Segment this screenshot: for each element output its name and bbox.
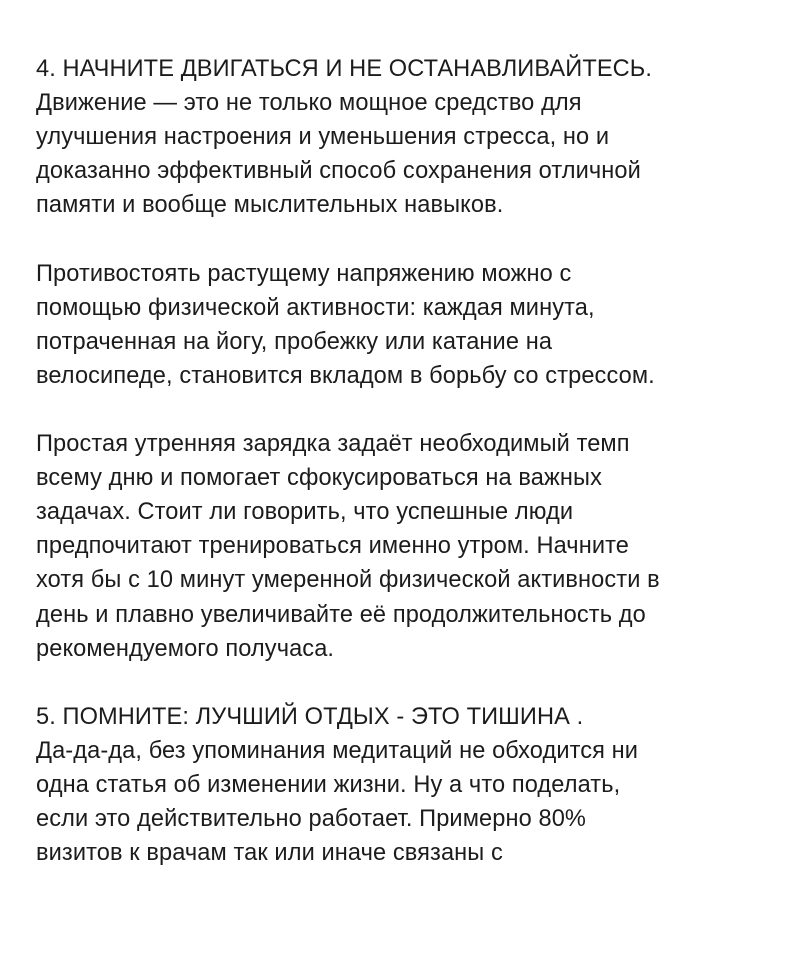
text-line: задачах. Стоит ли говорить, что успешные люди xyxy=(36,499,574,526)
text-line: Противостоять растущему напряжению можно с xyxy=(36,260,572,287)
text-line: если это действительно работает. Примерно 80% xyxy=(36,806,586,833)
section-5-heading xyxy=(36,700,776,734)
paragraph-movement xyxy=(36,86,776,222)
text-line: велосипеде, становится вкладом в борьбу со стрессом. xyxy=(36,362,655,389)
text-line: помощью физической активности: каждая минута, xyxy=(36,294,595,321)
text-line: памяти и вообще мыслительных навыков. xyxy=(36,192,504,219)
text-line: рекомендуемого получаса. xyxy=(36,635,335,662)
text-line: Да-да-да, без упоминания медитаций не обходится ни xyxy=(36,737,639,764)
text-line: визитов к врачам так или иначе связаны с xyxy=(36,840,503,867)
paragraph-morning-exercise xyxy=(36,427,776,666)
document-page xyxy=(36,52,776,870)
section-4-heading xyxy=(36,52,776,86)
text-line: Движение — это не только мощное средство для xyxy=(36,90,582,117)
paragraph-gap xyxy=(36,222,776,256)
text-line: потраченная на йогу, пробежку или катание на xyxy=(36,328,553,355)
text-line: 5. ПОМНИТЕ: ЛУЧШИЙ ОТДЫХ - ЭТО ТИШИНА . xyxy=(36,703,584,730)
text-line: день и плавно увеличивайте её продолжительность до xyxy=(36,601,646,628)
paragraph-stress xyxy=(36,257,776,393)
text-line: 4. НАЧНИТЕ ДВИГАТЬСЯ И НЕ ОСТАНАВЛИВАЙТЕСЬ. xyxy=(36,56,653,82)
paragraph-gap xyxy=(36,666,776,700)
text-line: Простая утренняя зарядка задаёт необходимый темп xyxy=(36,431,630,458)
text-line: улучшения настроения и уменьшения стресса, но и xyxy=(36,124,610,151)
paragraph-gap xyxy=(36,393,776,427)
paragraph-meditation xyxy=(36,734,776,870)
text-line: всему дню и помогает сфокусироваться на важных xyxy=(36,465,602,492)
text-line: хотя бы с 10 минут умеренной физической активности в xyxy=(36,567,660,594)
text-line: предпочитают тренироваться именно утром. Начните xyxy=(36,533,629,560)
text-line: доказанно эффективный способ сохранения отличной xyxy=(36,158,641,185)
text-line: одна статья об изменении жизни. Ну а что поделать, xyxy=(36,771,621,798)
